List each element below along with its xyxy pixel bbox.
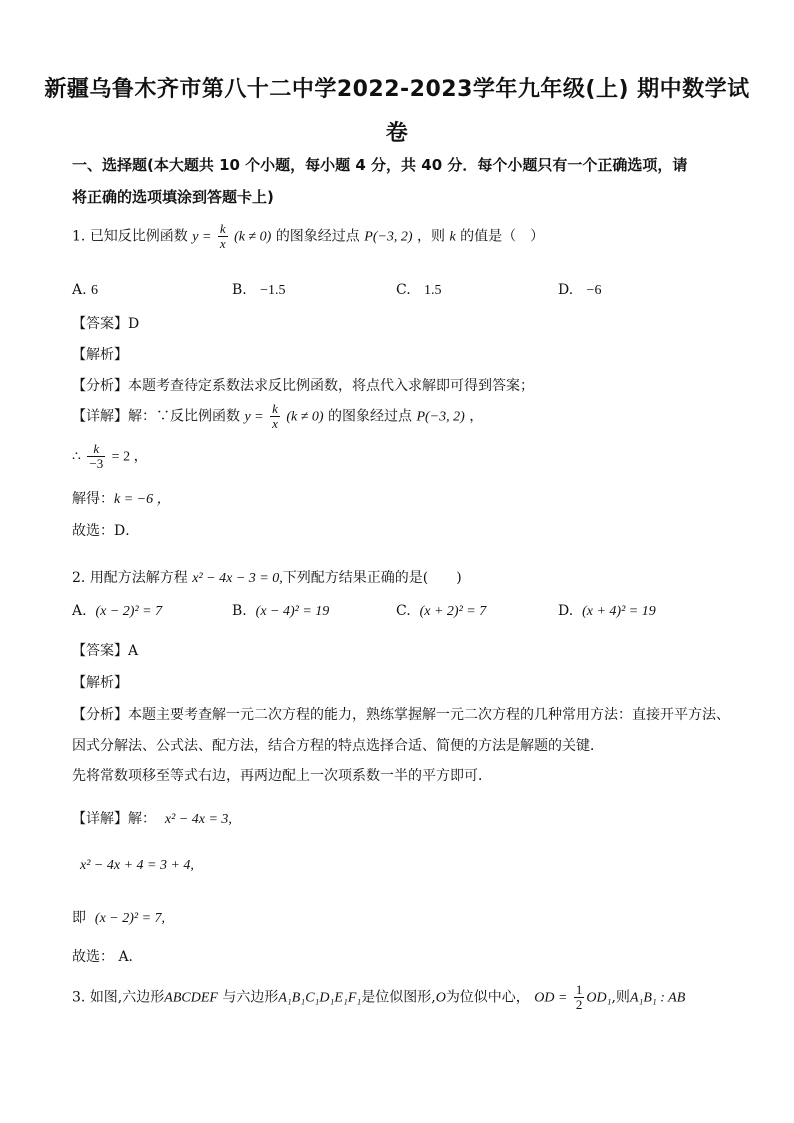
- fraction-k-over-neg3: $\frac{k}{-3}$: [89, 441, 104, 471]
- fenxi-text: 本题主要考查解一元二次方程的能力，熟练掌握解一元二次方程的几种常用方法：直接开平方法、: [128, 707, 730, 723]
- option-c: C. (x + 2)² = 7: [396, 603, 487, 619]
- question-1: [72, 222, 544, 251]
- option-b: B. (x − 4)² = 19: [232, 603, 330, 619]
- detail-text: 解：∵反比例函数: [128, 408, 240, 425]
- fenxi-line-2: 因式分解法、公式法、配方法，结合方程的特点选择合适、简便的方法是解题的关键．: [72, 738, 604, 754]
- fenxi-line: [72, 375, 534, 395]
- conclusion: 故选： A．: [72, 949, 143, 965]
- option-a: A. 6: [72, 282, 99, 298]
- section-heading: 一、选择题(本大题共 10 个小题，每小题 4 分，共 40 分．每个小题只有一个正确选项，请: [72, 156, 688, 174]
- fraction-k-over-x: $\frac{k}{x}$: [272, 401, 278, 431]
- section-heading-continued: 将正确的选项填涂到答题卡上): [72, 188, 274, 206]
- analysis-tag: 【解析】: [72, 675, 128, 691]
- condition: (k ≠ 0): [234, 229, 272, 245]
- equation: x² − 4x − 3 = 0,: [192, 571, 283, 586]
- question-text: 的图象经过点: [275, 228, 360, 245]
- option-d: D. −6: [558, 282, 602, 298]
- step-2: x² − 4x + 4 = 3 + 4,: [80, 858, 194, 873]
- detail-tag: 【详解】: [72, 811, 128, 827]
- fenxi-line: [72, 704, 730, 724]
- fenxi-tag: 【分析】: [72, 707, 128, 723]
- question-text: 下列配方结果正确的是( ): [282, 570, 462, 586]
- variable-k: k: [449, 229, 456, 245]
- fraction-numerator: k: [219, 221, 226, 236]
- fraction-denominator: x: [219, 236, 226, 251]
- detail-line: 【详解】解：∵反比例函数 y = $\frac{k}{x}$ (k ≠ 0) 的图象经过点 P(−3, 2) ，: [72, 401, 484, 431]
- function-y: y =: [192, 229, 212, 245]
- answer-value: D: [128, 316, 140, 332]
- answer-line: [72, 640, 138, 660]
- step-1: ∴ $\frac{k}{-3}$ = 2 ，: [72, 441, 148, 471]
- answer-value: A: [128, 643, 139, 659]
- question-number: 1.: [72, 228, 86, 245]
- fraction-k-over-x: [218, 222, 228, 251]
- detail-line: 【详解】解： x² − 4x = 3,: [72, 811, 232, 827]
- point-p: P(−3, 2): [364, 229, 413, 245]
- question-text: 用配方法解方程: [89, 570, 188, 586]
- question-text: 的值是（ ）: [460, 228, 545, 245]
- page-title-continued: 卷: [385, 121, 409, 146]
- step-3: 即 (x − 2)² = 7,: [72, 910, 166, 926]
- fraction-one-half: $\frac{1}{2}$: [575, 982, 583, 1012]
- question-number: 3.: [72, 989, 86, 1006]
- fenxi-line-3: 先将常数项移至等式右边，再两边配上一次项系数一半的平方即可．: [72, 768, 492, 784]
- answer-tag: 【答案】: [72, 643, 128, 659]
- answer-tag: 【答案】: [72, 316, 128, 332]
- step-2: 解得：k = −6 ，: [72, 491, 171, 507]
- question-text: ，则: [417, 228, 446, 245]
- analysis-tag: 【解析】: [72, 347, 128, 363]
- conclusion: 故选：D．: [72, 523, 140, 539]
- fenxi-tag: 【分析】: [72, 378, 128, 394]
- option-d: D. (x + 4)² = 19: [558, 603, 656, 619]
- page-title: 新疆乌鲁木齐市第八十二中学2022-2023学年九年级(上) 期中数学试: [44, 77, 750, 102]
- answer-line: [72, 313, 139, 333]
- fenxi-text: 本题考查待定系数法求反比例函数，将点代入求解即可得到答案；: [128, 378, 534, 394]
- option-a: A. (x − 2)² = 7: [72, 603, 163, 619]
- question-text: 已知反比例函数: [89, 228, 188, 245]
- question-number: 2.: [72, 570, 86, 586]
- option-c: C. 1.5: [396, 282, 442, 298]
- option-b: B. −1.5: [232, 282, 286, 298]
- detail-tag: 【详解】: [72, 408, 128, 425]
- question-2: [72, 567, 462, 587]
- question-3: 3. 如图,六边形ABCDEF 与六边形A₁B₁C₁D₁E₁F₁是位似图形,O为位似中心， OD = $\frac{1}{2}$ OD₁,则A₁B₁ : AB: [72, 982, 686, 1012]
